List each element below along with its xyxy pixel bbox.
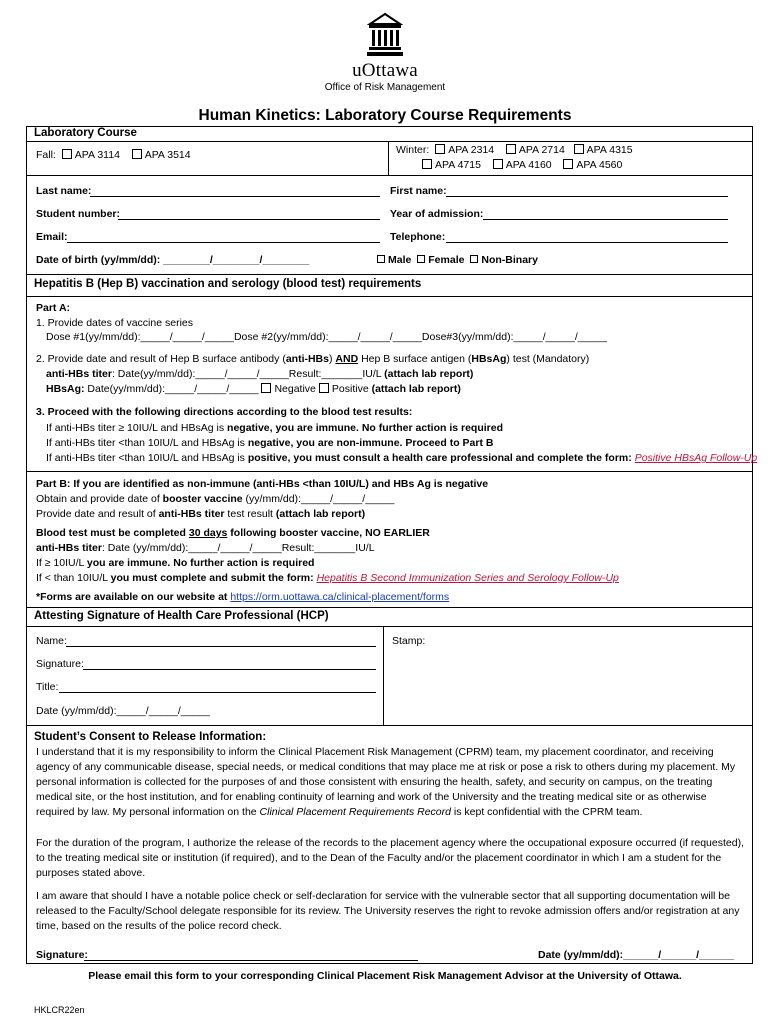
text: ) [328, 353, 336, 365]
text: Clinical Placement Requirements Record [259, 806, 451, 818]
text: 2. Provide date and result of Hep B surface antibody ( [36, 353, 286, 365]
text: HBsAg: [46, 383, 85, 395]
part-b-heading: Part B: If you are identified as non-immune (anti-HBs <than 10IU/L) and HBs Ag is negative [36, 478, 489, 490]
rule-immune [46, 421, 503, 435]
uottawa-building-icon [367, 12, 403, 58]
vaccine-dose-dates[interactable]: Dose #1(yy/mm/dd):_____/_____/_____Dose #2(yy/mm/dd):_____/_____/_____Dose#3(yy/mm/dd):_____/_____/_____ [46, 331, 607, 343]
fall-row [36, 148, 191, 162]
gender-row [374, 253, 538, 267]
course-label: APA 2714 [518, 144, 565, 156]
email-label: Email: [36, 231, 68, 243]
blood-test-note [36, 526, 430, 540]
hepb-item-3: 3. Proceed with the following directions according to the blood test results: [36, 406, 413, 418]
checkbox-female[interactable] [417, 255, 425, 263]
telephone-field[interactable] [446, 242, 728, 243]
booster-titer-row[interactable] [36, 541, 375, 555]
text: following booster vaccine, NO EARLIER [227, 527, 430, 539]
text: positive, you must consult a health care professional and complete the form: [247, 452, 635, 464]
form-code: HKLCR22en [34, 1005, 85, 1015]
org-name: uOttawa [352, 60, 418, 81]
text: I understand that it is my responsibility to inform the Clinical Placement Risk Management (CPRM) team, my placement coordinator, and receiving agency of any communicable disease, special needs, or medical conditions that may place me at risk or pose a risk to others during my placement. My personal information is collected for the purposes of and those consistent with ensuring the health, safety, and security on campus, on the treating medical site, or the host institution, and for enabling continuity of learning and work of the University and the treating medical site or as otherwise required by law. My personal information on the [36, 746, 736, 818]
text: Provide date and result of [36, 508, 159, 520]
last-name-field[interactable] [90, 196, 380, 197]
text: negative, you are non-immune. Proceed to Part B [247, 437, 494, 449]
checkbox-apa-3514[interactable] [132, 149, 142, 159]
rule-positive [46, 451, 757, 465]
antihbs-result-row[interactable] [46, 367, 473, 381]
text: Negative [274, 383, 316, 395]
last-name-label: Last name: [36, 185, 92, 197]
student-signature-label: Signature: [36, 949, 88, 961]
text: AND [335, 353, 359, 365]
divider [383, 626, 384, 725]
text: *Forms are available on our website at [36, 591, 231, 603]
checkbox-apa-3114[interactable] [62, 149, 72, 159]
consent-paragraph-2: For the duration of the program, I authorize the release of the records to the placement agency where the occupational exposure occurred (if requested), to the treating medical site or institution (if required), and to the Dean of the Faculty and/or the placement coordinator in which I am a student for the purposes stated above. [36, 837, 744, 879]
text: anti-HBs titer [158, 508, 225, 520]
student-number-label: Student number: [36, 208, 120, 220]
winter-row-2 [419, 158, 622, 172]
hcp-name-label: Name: [36, 635, 67, 647]
text: (attach lab report) [371, 383, 461, 395]
divider [26, 725, 753, 726]
hbsag-result-row [46, 382, 461, 396]
text: anti-HBs [285, 353, 329, 365]
text: ) test (Mandatory) [506, 353, 590, 365]
checkbox-negative[interactable] [261, 383, 271, 393]
forms-note [36, 590, 449, 604]
text: Date(yy/mm/dd):_____/_____/_____ [84, 383, 259, 395]
checkbox-apa-4560[interactable] [563, 159, 573, 169]
text: If < than 10IU/L [36, 572, 111, 584]
course-label: APA 4160 [505, 159, 552, 171]
year-admission-field[interactable] [483, 219, 728, 220]
hcp-signature-label: Signature: [36, 658, 84, 670]
text: (attach lab report) [275, 508, 366, 520]
winter-label: Winter: [396, 144, 430, 156]
hcp-title-field[interactable] [59, 692, 376, 693]
text: anti-HBs titer [46, 368, 112, 380]
text: : Date(yy/mm/dd):_____/_____/_____Result:_______IU/L [111, 368, 385, 380]
email-field[interactable] [67, 242, 380, 243]
non-binary-label: Non-Binary [481, 254, 538, 266]
divider [388, 141, 389, 175]
hcp-heading: Attesting Signature of Health Care Professional (HCP) [34, 610, 329, 622]
part-a-heading: Part A: [36, 302, 71, 314]
text: (yy/mm/dd):_____/_____/_____ [242, 493, 395, 505]
course-label: APA 3114 [74, 149, 120, 161]
course-label: APA 4560 [576, 159, 623, 171]
positive-hbsag-link[interactable]: Positive HBsAg Follow-Up [634, 452, 758, 464]
booster-date-row[interactable] [36, 492, 394, 506]
checkbox-positive[interactable] [319, 383, 329, 393]
forms-website-link[interactable]: https://orm.uottawa.ca/clinical-placement/forms [230, 591, 450, 603]
hcp-signature-field[interactable] [83, 669, 376, 670]
booster-immune-rule [36, 556, 314, 570]
checkbox-male[interactable] [377, 255, 385, 263]
titer-result-row [36, 507, 365, 521]
text: Hep B surface antigen ( [358, 353, 472, 365]
hepb-item-2 [36, 352, 589, 366]
student-signature-field[interactable] [84, 960, 418, 961]
divider [26, 141, 753, 142]
checkbox-non-binary[interactable] [470, 255, 478, 263]
male-label: Male [388, 254, 412, 266]
text: (attach lab report) [384, 368, 474, 380]
course-label: APA 2314 [448, 144, 495, 156]
telephone-label: Telephone: [390, 231, 446, 243]
hcp-date-field[interactable]: Date (yy/mm/dd):_____/_____/_____ [36, 705, 210, 717]
hcp-name-field[interactable] [66, 646, 376, 647]
text: HBsAg [471, 353, 507, 365]
rule-non-immune [46, 436, 493, 450]
text: you are immune. No further action is required [86, 557, 315, 569]
student-date-field[interactable]: Date (yy/mm/dd):______/______/______ [538, 949, 735, 961]
checkbox-apa-2314[interactable] [435, 144, 445, 154]
page-title: Human Kinetics: Laboratory Course Requirements [198, 107, 572, 124]
second-series-link[interactable]: Hepatitis B Second Immunization Series and Serology Follow-Up [316, 572, 619, 584]
hepb-heading: Hepatitis B (Hep B) vaccination and serology (blood test) requirements [34, 278, 422, 290]
consent-heading: Student’s Consent to Release Information: [34, 731, 267, 743]
divider [26, 296, 753, 297]
text: If anti-HBs titer ≥ 10IU/L and HBsAg is [46, 422, 228, 434]
hepb-item-1: 1. Provide dates of vaccine series [36, 317, 193, 329]
dob-field[interactable]: Date of birth (yy/mm/dd): ________/________/________ [36, 254, 310, 266]
text: 30 days [188, 527, 228, 539]
text: If anti-HBs titer <than 10IU/L and HBsAg is [46, 437, 248, 449]
office-name: Office of Risk Management [324, 82, 446, 93]
course-label: APA 4315 [586, 144, 633, 156]
course-label: APA 3514 [144, 149, 191, 161]
course-label: APA 4715 [435, 159, 481, 171]
fall-label: Fall: [36, 149, 56, 161]
text: : Date (yy/mm/dd):_____/_____/_____Result:_______IU/L [101, 542, 375, 554]
divider [26, 175, 753, 176]
consent-paragraph-1 [36, 745, 748, 820]
first-name-field[interactable] [446, 196, 728, 197]
divider [26, 626, 753, 627]
text: is kept confidential with the CPRM team. [450, 806, 643, 818]
text: negative, you are immune. No further action is required [227, 422, 504, 434]
text: If anti-HBs titer <than 10IU/L and HBsAg is [46, 452, 248, 464]
checkbox-apa-4715[interactable] [422, 159, 432, 169]
text: Blood test must be completed [36, 527, 189, 539]
year-admission-label: Year of admission: [390, 208, 484, 220]
text: If ≥ 10IU/L [36, 557, 87, 569]
text: you must complete and submit the form: [110, 572, 317, 584]
text: Obtain and provide date of [36, 493, 163, 505]
text: booster vaccine [162, 493, 243, 505]
text: test result [224, 508, 276, 520]
winter-row-1 [396, 143, 633, 157]
divider [26, 471, 753, 472]
text: Positive [331, 383, 369, 395]
divider [26, 607, 753, 608]
student-number-field[interactable] [118, 219, 380, 220]
logo [0, 12, 770, 93]
booster-non-immune-rule [36, 571, 619, 585]
first-name-label: First name: [390, 185, 447, 197]
stamp-label: Stamp: [392, 635, 426, 647]
consent-paragraph-3: I am aware that should I have a notable police check or self-declaration for service with the vulnerable sector that all supporting documentation will be released to the Faculty/School delegate responsible for its review. The University reserves the right to revoke admission offers and/or registration at any time, based on the results of the police record check. [36, 890, 740, 932]
hcp-title-label: Title: [36, 681, 59, 693]
email-instruction: Please email this form to your corresponding Clinical Placement Risk Management Advisor at the University of Ottawa. [88, 970, 682, 982]
text: anti-HBs titer [36, 542, 102, 554]
checkbox-apa-4160[interactable] [493, 159, 503, 169]
checkbox-apa-4315[interactable] [574, 144, 584, 154]
checkbox-apa-2714[interactable] [506, 144, 516, 154]
female-label: Female [428, 254, 465, 266]
divider [26, 274, 753, 275]
lab-course-heading: Laboratory Course [34, 127, 137, 139]
